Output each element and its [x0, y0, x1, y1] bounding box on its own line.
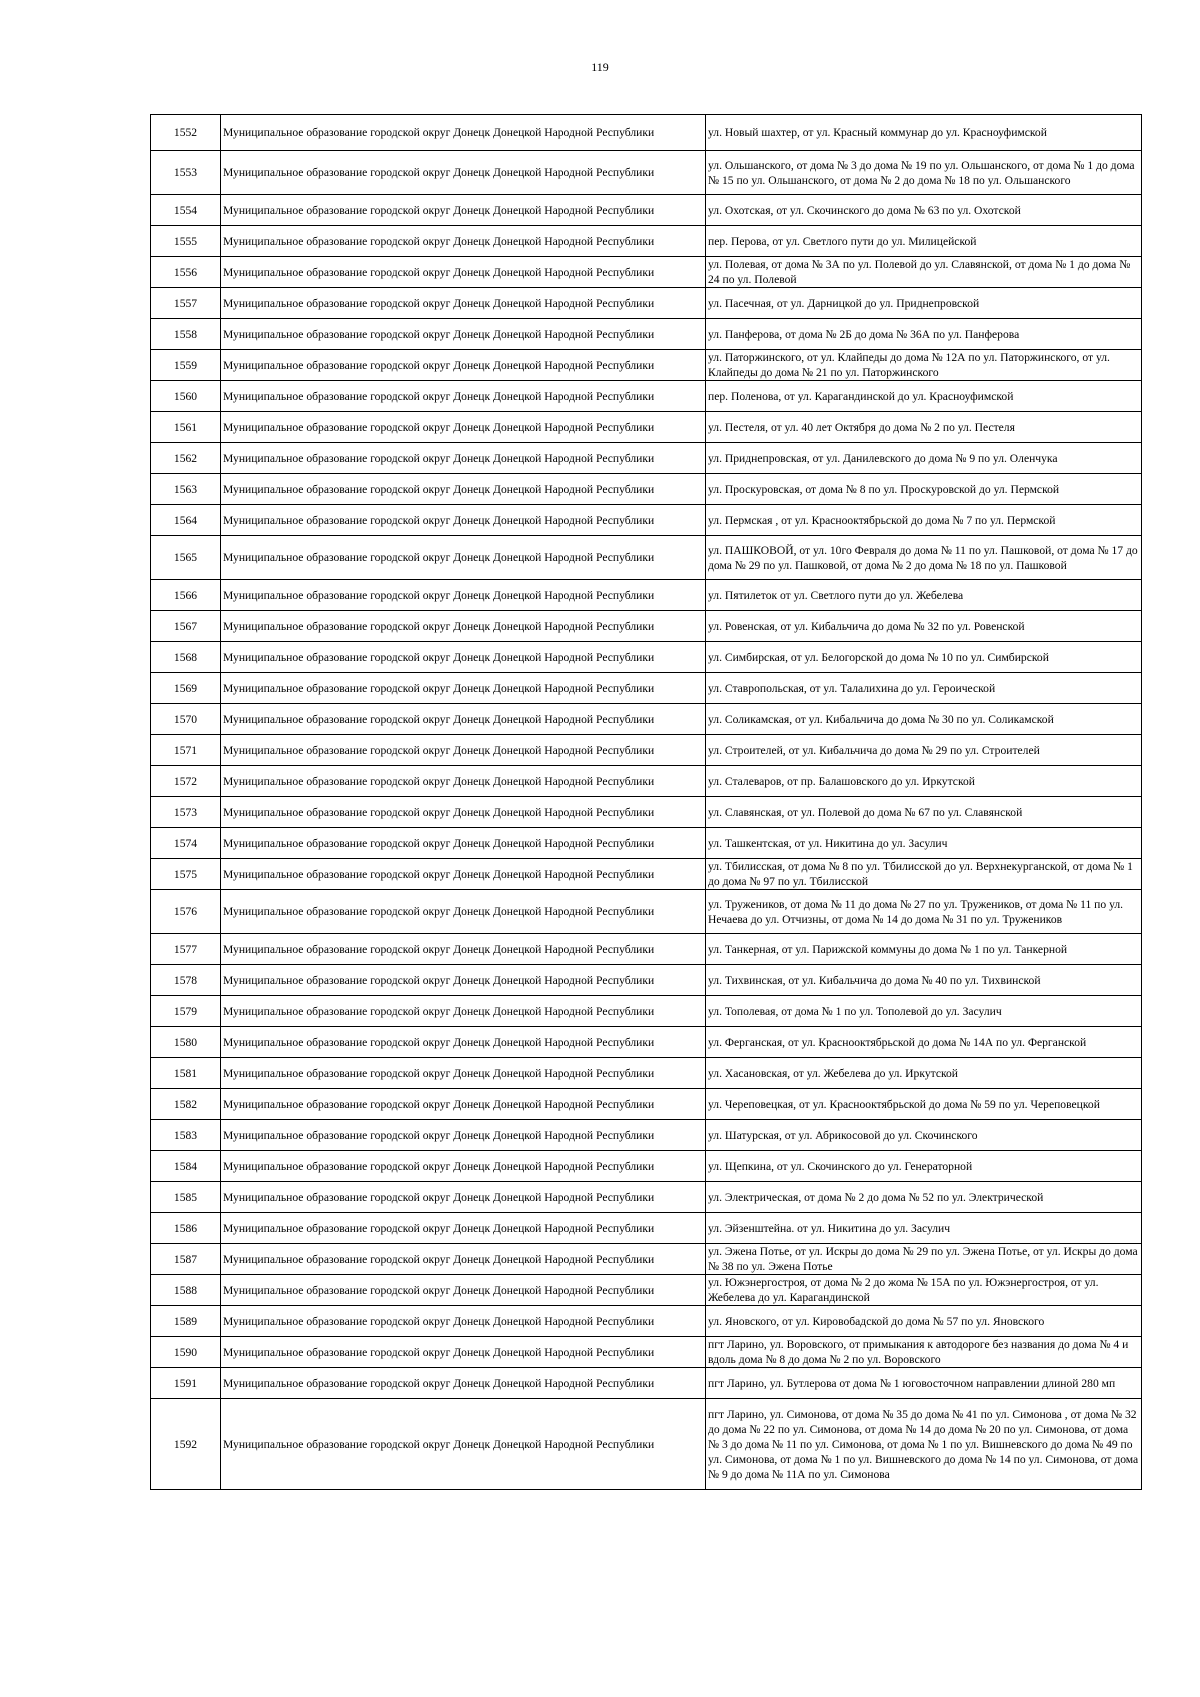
row-number-cell: 1559: [151, 350, 221, 381]
municipality-cell: Муниципальное образование городской округ Донецк Донецкой Народной Республики: [221, 412, 706, 443]
row-number-cell: 1568: [151, 642, 221, 673]
municipality-cell: Муниципальное образование городской округ Донецк Донецкой Народной Республики: [221, 474, 706, 505]
table-row: [151, 1244, 1142, 1275]
address-cell: пгт Ларино, ул. Воровского, от примыкания к автодороге без названия до дома № 4 и вдоль дома № 8 до дома № 2 по ул. Воровского: [706, 1337, 1142, 1368]
municipality-cell: Муниципальное образование городской округ Донецк Донецкой Народной Республики: [221, 1368, 706, 1399]
municipality-cell: Муниципальное образование городской округ Донецк Донецкой Народной Республики: [221, 828, 706, 859]
address-cell: ул. Хасановская, от ул. Жебелева до ул. Иркутской: [706, 1058, 1142, 1089]
table-row: [151, 115, 1142, 151]
row-number-cell: 1574: [151, 828, 221, 859]
municipality-cell: Муниципальное образование городской округ Донецк Донецкой Народной Республики: [221, 735, 706, 766]
municipality-cell: Муниципальное образование городской округ Донецк Донецкой Народной Республики: [221, 151, 706, 195]
municipality-cell: Муниципальное образование городской округ Донецк Донецкой Народной Республики: [221, 642, 706, 673]
table-row: [151, 350, 1142, 381]
address-cell: ул. Соликамская, от ул. Кибальчича до дома № 30 по ул. Соликамской: [706, 704, 1142, 735]
municipality-cell: Муниципальное образование городской округ Донецк Донецкой Народной Республики: [221, 1027, 706, 1058]
row-number-cell: 1572: [151, 766, 221, 797]
municipality-cell: Муниципальное образование городской округ Донецк Донецкой Народной Республики: [221, 611, 706, 642]
row-number-cell: 1557: [151, 288, 221, 319]
table-row: [151, 934, 1142, 965]
address-cell: ул. Пятилеток от ул. Светлого пути до ул. Жебелева: [706, 580, 1142, 611]
address-cell: ул. Ташкентская, от ул. Никитина до ул. Засулич: [706, 828, 1142, 859]
address-cell: ул. Танкерная, от ул. Парижской коммуны до дома № 1 по ул. Танкерной: [706, 934, 1142, 965]
row-number-cell: 1565: [151, 536, 221, 580]
table-row: [151, 1306, 1142, 1337]
row-number-cell: 1575: [151, 859, 221, 890]
municipality-cell: Муниципальное образование городской округ Донецк Донецкой Народной Республики: [221, 965, 706, 996]
address-cell: ул. Электрическая, от дома № 2 до дома № 52 по ул. Электрической: [706, 1182, 1142, 1213]
row-number-cell: 1581: [151, 1058, 221, 1089]
address-cell: ул. Славянская, от ул. Полевой до дома № 67 по ул. Славянской: [706, 797, 1142, 828]
row-number-cell: 1578: [151, 965, 221, 996]
row-number-cell: 1587: [151, 1244, 221, 1275]
table-row: [151, 443, 1142, 474]
row-number-cell: 1580: [151, 1027, 221, 1058]
table-row: [151, 704, 1142, 735]
address-cell: ул. Ферганская, от ул. Краснооктябрьской до дома № 14А по ул. Ферганской: [706, 1027, 1142, 1058]
municipality-cell: Муниципальное образование городской округ Донецк Донецкой Народной Республики: [221, 1275, 706, 1306]
municipality-cell: Муниципальное образование городской округ Донецк Донецкой Народной Республики: [221, 890, 706, 934]
row-number-cell: 1585: [151, 1182, 221, 1213]
address-cell: ул. Сталеваров, от пр. Балашовского до ул. Иркутской: [706, 766, 1142, 797]
municipality-cell: Муниципальное образование городской округ Донецк Донецкой Народной Республики: [221, 536, 706, 580]
address-cell: ул. Эжена Потье, от ул. Искры до дома № 29 по ул. Эжена Потье, от ул. Искры до дома № 38 по ул. Эжена Потье: [706, 1244, 1142, 1275]
row-number-cell: 1556: [151, 257, 221, 288]
address-cell: ул. Ольшанского, от дома № 3 до дома № 19 по ул. Ольшанского, от дома № 1 до дома № 15 по ул. Ольшанского, от дома № 2 до дома № 18 по ул. Ольшанского: [706, 151, 1142, 195]
address-cell: пер. Перова, от ул. Светлого пути до ул. Милицейской: [706, 226, 1142, 257]
address-cell: ул. Тихвинская, от ул. Кибальчича до дома № 40 по ул. Тихвинской: [706, 965, 1142, 996]
row-number-cell: 1588: [151, 1275, 221, 1306]
table-row: [151, 1337, 1142, 1368]
row-number-cell: 1561: [151, 412, 221, 443]
table-row: [151, 1182, 1142, 1213]
address-cell: ул. Тбилисская, от дома № 8 по ул. Тбилисской до ул. Верхнекурганской, от дома № 1 до дома № 97 по ул. Тбилисской: [706, 859, 1142, 890]
municipality-cell: Муниципальное образование городской округ Донецк Донецкой Народной Республики: [221, 505, 706, 536]
address-cell: ул. Симбирская, от ул. Белогорской до дома № 10 по ул. Симбирской: [706, 642, 1142, 673]
municipality-cell: Муниципальное образование городской округ Донецк Донецкой Народной Республики: [221, 1306, 706, 1337]
municipality-cell: Муниципальное образование городской округ Донецк Донецкой Народной Республики: [221, 115, 706, 151]
table-row: [151, 1399, 1142, 1490]
row-number-cell: 1571: [151, 735, 221, 766]
row-number-cell: 1564: [151, 505, 221, 536]
row-number-cell: 1586: [151, 1213, 221, 1244]
row-number-cell: 1552: [151, 115, 221, 151]
municipality-cell: Муниципальное образование городской округ Донецк Донецкой Народной Республики: [221, 226, 706, 257]
address-cell: ул. Панферова, от дома № 2Б до дома № 36А по ул. Панферова: [706, 319, 1142, 350]
table-row: [151, 257, 1142, 288]
row-number-cell: 1560: [151, 381, 221, 412]
municipality-cell: Муниципальное образование городской округ Донецк Донецкой Народной Республики: [221, 766, 706, 797]
municipality-cell: Муниципальное образование городской округ Донецк Донецкой Народной Республики: [221, 1089, 706, 1120]
row-number-cell: 1591: [151, 1368, 221, 1399]
address-cell: ул. ПАШКОВОЙ, от ул. 10го Февраля до дома № 11 по ул. Пашковой, от дома № 17 до дома № 29 по ул. Пашковой, от дома № 2 до дома № 18 по ул. Пашковой: [706, 536, 1142, 580]
row-number-cell: 1569: [151, 673, 221, 704]
row-number-cell: 1592: [151, 1399, 221, 1490]
address-cell: ул. Эйзенштейна. от ул. Никитина до ул. Засулич: [706, 1213, 1142, 1244]
address-cell: ул. Приднепровская, от ул. Данилевского до дома № 9 по ул. Оленчука: [706, 443, 1142, 474]
table-row: [151, 319, 1142, 350]
row-number-cell: 1579: [151, 996, 221, 1027]
municipality-cell: Муниципальное образование городской округ Донецк Донецкой Народной Республики: [221, 934, 706, 965]
table-row: [151, 226, 1142, 257]
municipality-cell: Муниципальное образование городской округ Донецк Донецкой Народной Республики: [221, 195, 706, 226]
address-cell: ул. Полевая, от дома № 3А по ул. Полевой до ул. Славянской, от дома № 1 до дома № 24 по ул. Полевой: [706, 257, 1142, 288]
address-cell: ул. Шатурская, от ул. Абрикосовой до ул. Скочинского: [706, 1120, 1142, 1151]
table-row: [151, 859, 1142, 890]
row-number-cell: 1576: [151, 890, 221, 934]
row-number-cell: 1554: [151, 195, 221, 226]
address-cell: ул. Южэнергостроя, от дома № 2 до жома № 15А по ул. Южэнергостроя, от ул. Жебелева до ул. Карагандинской: [706, 1275, 1142, 1306]
table-row: [151, 1275, 1142, 1306]
row-number-cell: 1577: [151, 934, 221, 965]
row-number-cell: 1558: [151, 319, 221, 350]
municipality-cell: Муниципальное образование городской округ Донецк Донецкой Народной Республики: [221, 257, 706, 288]
row-number-cell: 1570: [151, 704, 221, 735]
row-number-cell: 1567: [151, 611, 221, 642]
municipality-cell: Муниципальное образование городской округ Донецк Донецкой Народной Республики: [221, 704, 706, 735]
municipality-cell: Муниципальное образование городской округ Донецк Донецкой Народной Республики: [221, 1120, 706, 1151]
municipality-cell: Муниципальное образование городской округ Донецк Донецкой Народной Республики: [221, 443, 706, 474]
address-cell: ул. Тружеников, от дома № 11 до дома № 27 по ул. Тружеников, от дома № 11 по ул. Нечаева до ул. Отчизны, от дома № 14 до дома № 31 по ул. Тружеников: [706, 890, 1142, 934]
municipality-cell: Муниципальное образование городской округ Донецк Донецкой Народной Республики: [221, 1058, 706, 1089]
municipality-cell: Муниципальное образование городской округ Донецк Донецкой Народной Республики: [221, 859, 706, 890]
table-row: [151, 642, 1142, 673]
table-row: [151, 673, 1142, 704]
municipality-cell: Муниципальное образование городской округ Донецк Донецкой Народной Республики: [221, 381, 706, 412]
table-row: [151, 474, 1142, 505]
row-number-cell: 1553: [151, 151, 221, 195]
table-row: [151, 1213, 1142, 1244]
row-number-cell: 1583: [151, 1120, 221, 1151]
address-cell: ул. Щепкина, от ул. Скочинского до ул. Генераторной: [706, 1151, 1142, 1182]
table-row: [151, 1058, 1142, 1089]
table-row: [151, 536, 1142, 580]
table-row: [151, 412, 1142, 443]
table-row: [151, 797, 1142, 828]
row-number-cell: 1573: [151, 797, 221, 828]
address-cell: ул. Пасечная, от ул. Дарницкой до ул. Приднепровской: [706, 288, 1142, 319]
table-row: [151, 381, 1142, 412]
table-row: [151, 505, 1142, 536]
row-number-cell: 1584: [151, 1151, 221, 1182]
municipality-cell: Муниципальное образование городской округ Донецк Донецкой Народной Республики: [221, 673, 706, 704]
municipality-cell: Муниципальное образование городской округ Донецк Донецкой Народной Республики: [221, 319, 706, 350]
address-cell: ул. Яновского, от ул. Кировобадской до дома № 57 по ул. Яновского: [706, 1306, 1142, 1337]
table-row: [151, 1120, 1142, 1151]
table-row: [151, 766, 1142, 797]
row-number-cell: 1590: [151, 1337, 221, 1368]
address-cell: ул. Строителей, от ул. Кибальчича до дома № 29 по ул. Строителей: [706, 735, 1142, 766]
address-cell: ул. Ровенская, от ул. Кибальчича до дома № 32 по ул. Ровенской: [706, 611, 1142, 642]
table-row: [151, 1027, 1142, 1058]
address-cell: ул. Проскуровская, от дома № 8 по ул. Проскуровской до ул. Пермской: [706, 474, 1142, 505]
table-row: [151, 611, 1142, 642]
table-row: [151, 996, 1142, 1027]
address-cell: пгт Ларино, ул. Бутлерова от дома № 1 юговосточном направлении длиной 280 мп: [706, 1368, 1142, 1399]
municipality-cell: Муниципальное образование городской округ Донецк Донецкой Народной Республики: [221, 1151, 706, 1182]
table-row: [151, 1089, 1142, 1120]
table-row: [151, 735, 1142, 766]
table-row: [151, 965, 1142, 996]
municipality-cell: Муниципальное образование городской округ Донецк Донецкой Народной Республики: [221, 1244, 706, 1275]
table-row: [151, 195, 1142, 226]
address-cell: ул. Паторжинского, от ул. Клайпеды до дома № 12А по ул. Паторжинского, от ул. Клайпеды до дома № 21 по ул. Паторжинского: [706, 350, 1142, 381]
address-cell: пер. Поленова, от ул. Карагандинской до ул. Красноуфимской: [706, 381, 1142, 412]
row-number-cell: 1582: [151, 1089, 221, 1120]
address-cell: ул. Пестеля, от ул. 40 лет Октября до дома № 2 по ул. Пестеля: [706, 412, 1142, 443]
municipality-cell: Муниципальное образование городской округ Донецк Донецкой Народной Республики: [221, 1399, 706, 1490]
registry-table: [150, 114, 1142, 1490]
municipality-cell: Муниципальное образование городской округ Донецк Донецкой Народной Республики: [221, 1337, 706, 1368]
row-number-cell: 1563: [151, 474, 221, 505]
registry-table-body: [151, 115, 1142, 1490]
address-cell: ул. Охотская, от ул. Скочинского до дома № 63 по ул. Охотской: [706, 195, 1142, 226]
address-cell: ул. Череповецкая, от ул. Краснооктябрьской до дома № 59 по ул. Череповецкой: [706, 1089, 1142, 1120]
municipality-cell: Муниципальное образование городской округ Донецк Донецкой Народной Республики: [221, 350, 706, 381]
table-row: [151, 1151, 1142, 1182]
row-number-cell: 1589: [151, 1306, 221, 1337]
municipality-cell: Муниципальное образование городской округ Донецк Донецкой Народной Республики: [221, 996, 706, 1027]
municipality-cell: Муниципальное образование городской округ Донецк Донецкой Народной Республики: [221, 580, 706, 611]
address-cell: ул. Новый шахтер, от ул. Красный коммунар до ул. Красноуфимской: [706, 115, 1142, 151]
page-number: 119: [591, 60, 609, 74]
address-cell: ул. Ставропольская, от ул. Талалихина до ул. Героической: [706, 673, 1142, 704]
municipality-cell: Муниципальное образование городской округ Донецк Донецкой Народной Республики: [221, 1182, 706, 1213]
row-number-cell: 1562: [151, 443, 221, 474]
table-row: [151, 288, 1142, 319]
municipality-cell: Муниципальное образование городской округ Донецк Донецкой Народной Республики: [221, 797, 706, 828]
table-row: [151, 151, 1142, 195]
row-number-cell: 1566: [151, 580, 221, 611]
address-cell: ул. Тополевая, от дома № 1 по ул. Тополевой до ул. Засулич: [706, 996, 1142, 1027]
table-row: [151, 580, 1142, 611]
address-cell: ул. Пермская , от ул. Краснооктябрьской до дома № 7 по ул. Пермской: [706, 505, 1142, 536]
table-row: [151, 1368, 1142, 1399]
municipality-cell: Муниципальное образование городской округ Донецк Донецкой Народной Республики: [221, 1213, 706, 1244]
table-row: [151, 890, 1142, 934]
municipality-cell: Муниципальное образование городской округ Донецк Донецкой Народной Республики: [221, 288, 706, 319]
table-row: [151, 828, 1142, 859]
address-cell: пгт Ларино, ул. Симонова, от дома № 35 до дома № 41 по ул. Симонова , от дома № 32 до дома № 22 по ул. Симонова, от дома № 14 до дома № 20 по ул. Симонова, от дома № 3 до дома № 11 по ул. Симонова, от дома № 1 по ул. Вишневского до дома № 49 по ул. Симонова, от дома № 1 по ул. Вишневского до дома № 14 по ул. Симонова, от дома № 9 до дома № 11А по ул. Симонова: [706, 1399, 1142, 1490]
row-number-cell: 1555: [151, 226, 221, 257]
